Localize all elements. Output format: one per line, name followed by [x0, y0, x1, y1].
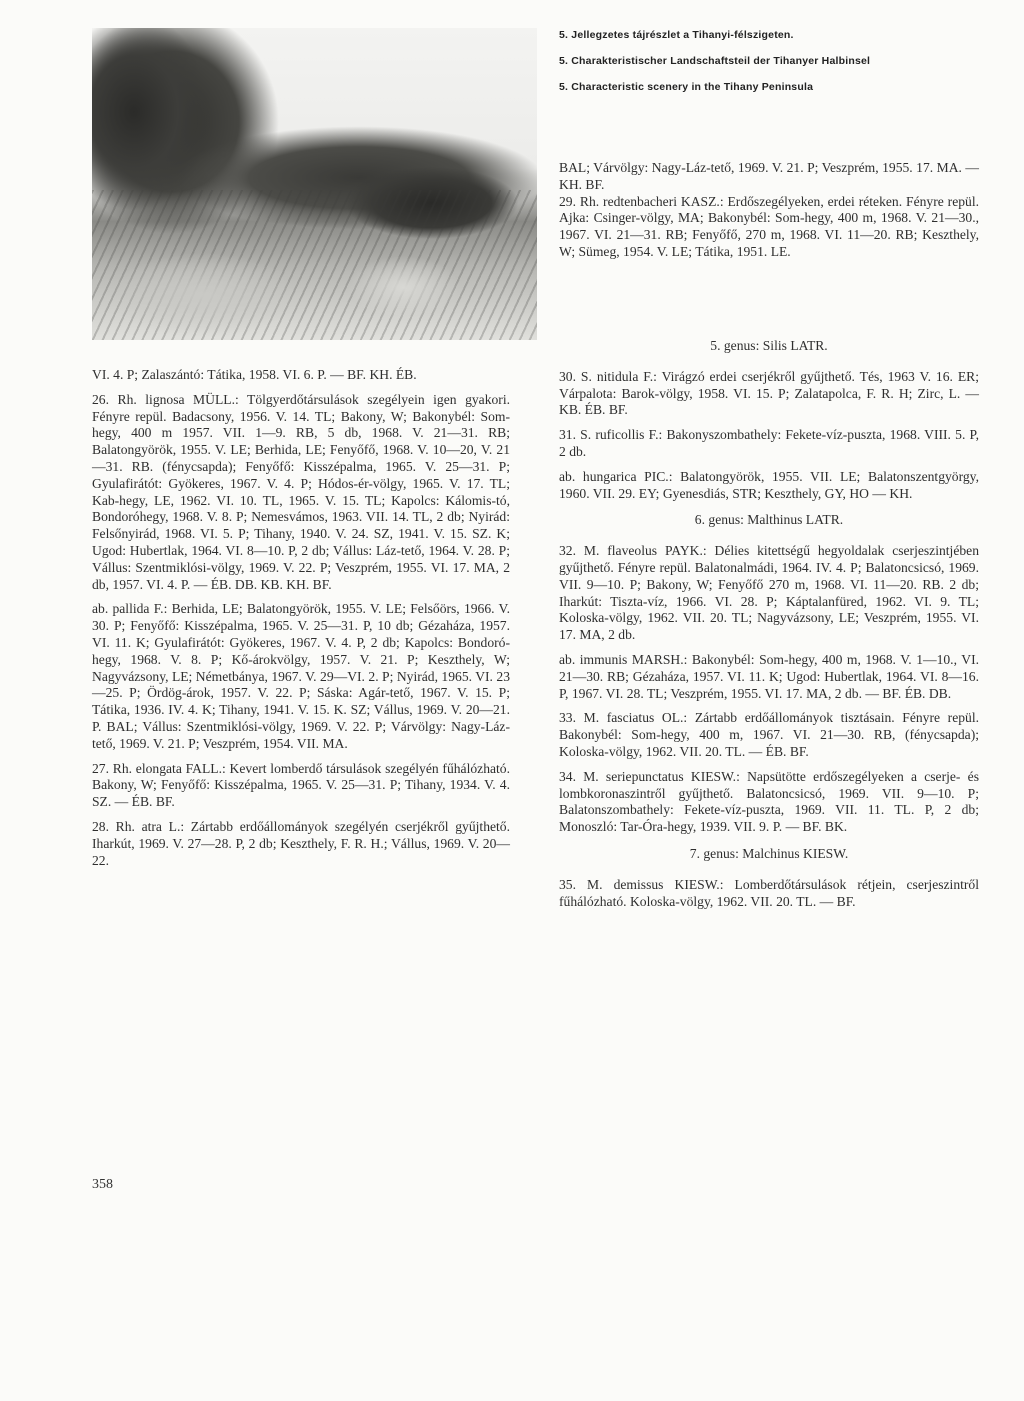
paragraph: VI. 4. P; Zalaszántó: Tátika, 1958. VI. 6. P. — BF. KH. ÉB.	[92, 367, 417, 382]
paragraph: 31. S. ruficollis F.: Bakonyszombathely: Fekete-víz-puszta, 1968. VIII. 5. P, 2 db.	[559, 427, 979, 459]
caption-german: 5. Charakteristischer Landschaftsteil der Tihanyer Halbinsel	[559, 55, 871, 67]
paragraph: 32. M. flaveolus PAYK.: Délies kitettségű hegyoldalak cserjeszintjében gyűjthető. Fényre repül. Balatonalmádi, 1964. IV. 4. P; Balatoncsicsó, 1969. VII. 9—10. P; Bakony, W; Fenyőfő 270 m, 1968. VI. 11—20. RB. 2 db; Iharkút: Tiszta-víz, 1966. VI. 28. P; Káptalanfüred, 1962. VI. 9. TL; Koloska-völgy, 1962. VII. 20. TL; Nagyvázsony, LE; Veszprém, 1955. VI. 17. MA, 2 db.	[559, 543, 979, 643]
figure-caption	[559, 30, 979, 108]
paragraph: ab. immunis MARSH.: Bakonybél: Som-hegy, 400 m, 1968. V. 1—10., VI. 21—30. RB; Gézaháza, 1957. VI. 11. K; Ugod: Hubertlak, 1964. VI. 8—16. P, 1967. VI. 28. TL; Veszprém, 1955. VI. 17. MA, 2 db. — BF. ÉB. DB.	[559, 651, 979, 701]
paragraph: 26. Rh. lignosa MÜLL.: Tölgyerdőtársulások szegélyein igen gyakori. Fényre repül. Badacsony, 1956. V. 14. TL; Bakony, W; Bakonybél: Som-hegy, 400 m 1957. VII. 1—9. RB, 5 db, 1968. V. 21—31. RB; Balatongyörök, 1955. V. LE; Berhida, LE; Fenyőfő, 1968. V. 10—20, V. 21—31. RB. (fénycsapda); Fenyőfő: Kisszépalma, 1965. V. 25—31. P; Gyulafirátót: Gyökeres, 1967. V. 4. P; Hódos-ér-völgy, 1965. V. 17. TL; Kab-hegy, LE, 1962. VI. 10. TL, 1965. V. 15. TL; Kapolcs: Kálomis-tó, Bondoróhegy, 1968. V. 8. P; Nemesvámos, 1963. VII. 14. TL, 2 db; Nyirád: Felsőnyirád, 1968. VI. 5. P; Tihany, 1940. V. 24. SZ, 1941. V. 15. SZ. K; Ugod: Hubertlak, 1964. VI. 8—10. P, 2 db; Vállus: Láz-tető, 1964. V. 28. P; Vállus: Szentmiklósi-völgy, 1969. V. 22. P; Veszprém, 1955. VI. 17. MA, 2 db, 1957. VI. 4. P. — ÉB. DB. KB. KH. BF.	[92, 391, 510, 592]
paragraph: 28. Rh. atra L.: Zártabb erdőállományok szegélyén cserjékről gyűjthető. Iharkút, 1969. V. 27—28. P, 2 db; Keszthely, F. R. H.; Vállus, 1969. V. 20—22.	[92, 818, 510, 868]
photo-rock-slope	[92, 190, 537, 340]
paragraph: 27. Rh. elongata FALL.: Kevert lomberdő társulások szegélyén fűhálózható. Bakony, W; Fenyőfő: Kisszépalma, 1965. V. 25—31. P; Tihany, 1934. V. 4. SZ. — ÉB. BF.	[92, 760, 510, 810]
caption-hungarian: 5. Jellegzetes tájrészlet a Tihanyi-félszigeten.	[559, 29, 794, 41]
paragraph: 29. Rh. redtenbacheri KASZ.: Erdőszegélyeken, erdei réteken. Fényre repül. Ajka: Csinger-völgy, MA; Bakonybél: Som-hegy, 400 m, 1968. V. 21—30., 1967. VI. 21—31. RB; Fenyőfő, 270 m, 1968. VI. 11—20. RB; Keszthely, W; Sümeg, 1954. V. LE; Tátika, 1951. LE.	[559, 193, 979, 259]
paragraph: 34. M. seriepunctatus KIESW.: Napsütötte erdőszegélyeken a cserje- és lombkoronaszintről gyűjthető. Balatoncsicsó, 1969. VII. 9—10. P; Balatonszombathely: Fekete-víz-puszta, 1969. VII. 11. TL. P, 2 db; Monoszló: Tar-Óra-hegy, 1939. VII. 9. P. — BF. BK.	[559, 768, 979, 835]
paragraph: ab. hungarica PIC.: Balatongyörök, 1955. VII. LE; Balatonszentgyörgy, 1960. VII. 29. EY; Gyenesdiás, STR; Keszthely, GY, HO — KH.	[559, 468, 979, 501]
genus-heading: 6. genus: Malthinus LATR.	[694, 512, 844, 528]
paragraph: BAL; Várvölgy: Nagy-Láz-tető, 1969. V. 21. P; Veszprém, 1955. 17. MA. — KH. BF.	[559, 160, 979, 192]
genus-heading: 5. genus: Silis LATR.	[710, 338, 828, 353]
paragraph: 33. M. fasciatus OL.: Zártabb erdőállományok tisztásain. Fényre repül. Bakonybél: Som-hegy, 400 m, 1967. VI. 21—30. RB, (fénycsapda); Koloska-völgy, 1962. VII. 20. TL. — ÉB. BF.	[559, 710, 979, 759]
page-number: 358	[92, 1177, 113, 1192]
left-column	[92, 367, 510, 869]
paragraph: 35. M. demissus KIESW.: Lomberdőtársulások rétjein, cserjeszintről fűhálózható. Koloska-völgy, 1962. VII. 20. TL. — BF.	[559, 876, 979, 909]
paragraph: 30. S. nitidula F.: Virágzó erdei cserjékről gyűjthető. Tés, 1963 V. 16. ER; Várpalota: Barok-völgy, 1958. VI. 15. P; Zalatapolca, F. R. H; Zirc, L. — KB. ÉB. BF.	[559, 368, 979, 418]
right-column	[559, 328, 979, 910]
right-column-top	[559, 160, 979, 261]
genus-heading: 7. genus: Malchinus KIESW.	[689, 845, 849, 861]
caption-english: 5. Characteristic scenery in the Tihany Peninsula	[559, 81, 814, 93]
paragraph: ab. pallida F.: Berhida, LE; Balatongyörök, 1955. V. LE; Felsőörs, 1966. V. 30. P; Fenyőfő: Kisszépalma, 1965. V. 25—31. P, 10 db; Gézaháza, 1957. VI. 11. K; Gyulafirátót: Gyökeres, 1967. V. 4. P, 2 db; Kapolcs: Bondoró-hegy, 1968. V. 8. P; Kő-árokvölgy, 1957. V. 21. P; Keszthely, W; Nagyvázsony, LE; Németbánya, 1967. V. 29—VI. 2. P; Nyirád, 1965. VI. 23—25. P; Ördög-árok, 1957. V. 22. P; Sáska: Agár-tető, 1967. V. 15. P; Tátika, 1936. IV. 4. K; Tihany, 1941. V. 15. K. SZ; Vállus, 1969. V. 20—21. P. BAL; Vállus: Szentmiklósi-völgy, 1969. V. 22. P; Várvölgy: Nagy-Láz-tető, 1969. V. 21. P; Veszprém, 1954. VII. MA.	[92, 601, 510, 751]
landscape-photo	[92, 28, 537, 340]
